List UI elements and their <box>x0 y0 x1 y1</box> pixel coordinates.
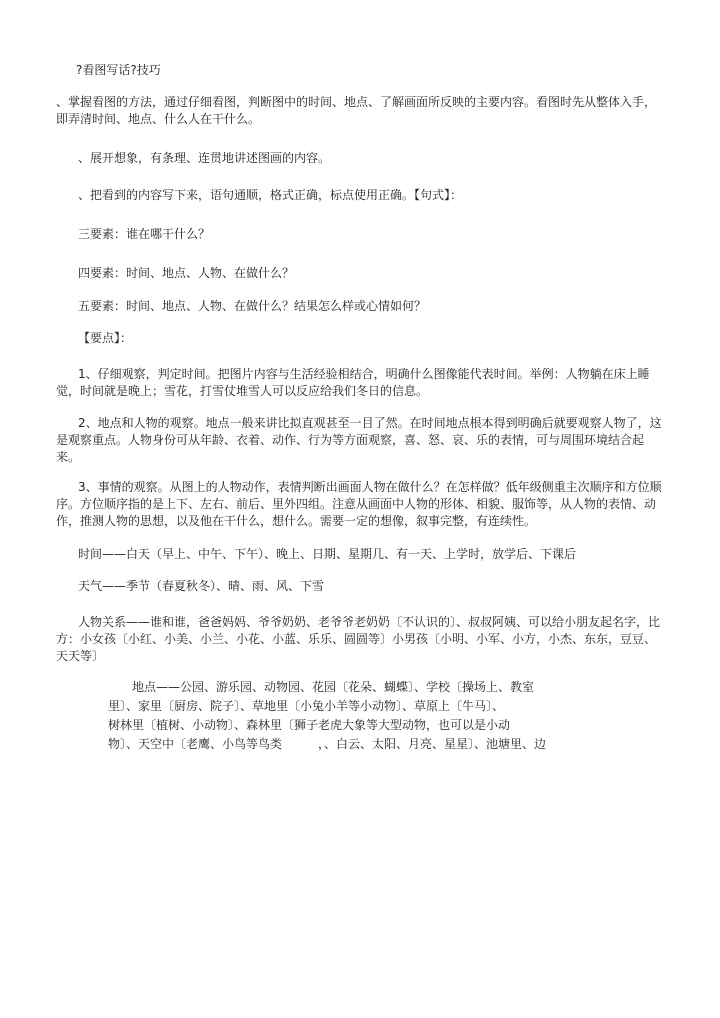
paragraph-writing: 、把看到的内容写下来，语句通顺，格式正确，标点使用正确。【句式】： <box>78 188 463 202</box>
paragraph-key-points-heading: 【要点】： <box>78 331 133 345</box>
document-title: ?看图写话?技巧 <box>76 63 161 77</box>
location-block <box>108 678 578 754</box>
location-line: 里〕、家里〔厨房、院子〕、草地里〔小兔小羊等小动物〕、草原上〔牛马〕、 <box>108 699 505 713</box>
location-line: 树林里〔植树、小动物〕、森林里〔狮子老虎大象等大型动物，也可以是小动 <box>108 718 511 732</box>
location-line: 物〕、天空中〔老鹰、小鸟等鸟类 ，、白云、太阳、月亮、星星〕、池塘里、边 <box>108 737 547 751</box>
paragraph-point-1: 1、仔细观察，判定时间。把图片内容与生活经验相结合，明确什么图像能代表时间。举例：人物躺在床上睡觉，时间就是晚上；雪花，打雪仗堆雪人可以反应给我们冬日的信息。 <box>56 367 650 398</box>
paragraph-point-3: 3、事情的观察。从图上的人物动作，表情判断出画面人物在做什么？在怎样做？低年级侧重主次顺序和方位顺序。方位顺序指的是上下、左右、前后、里外四组。注意从画面中人物的形体、相貌、服饰等，从人物的表情、动作，推测人物的思想，以及他在干什么，想什么。需要一定的想像，叙事完整，有连续性。 <box>56 480 662 528</box>
location-line: 地点——公园、游乐园、动物园、花园〔花朵、蝴蝶〕、学校〔操场上、教室 <box>132 680 535 694</box>
paragraph-people-words: 人物关系——谁和谁，爸爸妈妈、爷爷奶奶、老爷爷老奶奶〔不认识的〕、叔叔阿姨、可以给小朋友起名字，比方：小女孩〔小红、小美、小兰、小花、小蓝、乐乐、圆圆等〕小男孩〔小明、小军、小方，小杰、东东，豆豆、天天等〕 <box>56 615 661 663</box>
paragraph-weather-words: 天气——季节（春夏秋冬）、晴、雨、风、下雪 <box>78 579 325 593</box>
paragraph-imagination: 、展开想象，有条理、连贯地讲述图画的内容。 <box>78 151 331 165</box>
paragraph-time-words: 时间——白天（早上、中午、下午）、晚上、日期、星期几、有一天、上学时，放学后、下课后 <box>78 547 577 561</box>
paragraph-four-elements: 四要素：时间、地点、人物、在做什么？ <box>78 266 295 280</box>
paragraph-five-elements: 五要素：时间、地点、人物、在做什么？结果怎么样或心情如何？ <box>78 299 427 313</box>
paragraph-three-elements: 三要素：谁在哪干什么？ <box>78 227 211 241</box>
paragraph-point-2: 2、地点和人物的观察。地点一般来讲比拟直观甚至一目了然。在时间地点根本得到明确后就要观察人物了，这是观察重点。人物身份可从年龄、衣着、动作、行为等方面观察，喜、怒、哀、乐的表情，可与周围环境结合起来。 <box>56 416 662 464</box>
paragraph-method: 、掌握看图的方法，通过仔细看图，判断图中的时间、地点、了解画面所反映的主要内容。看图时先从整体入手，即弄清时间、地点、什么人在干什么。 <box>56 95 657 126</box>
